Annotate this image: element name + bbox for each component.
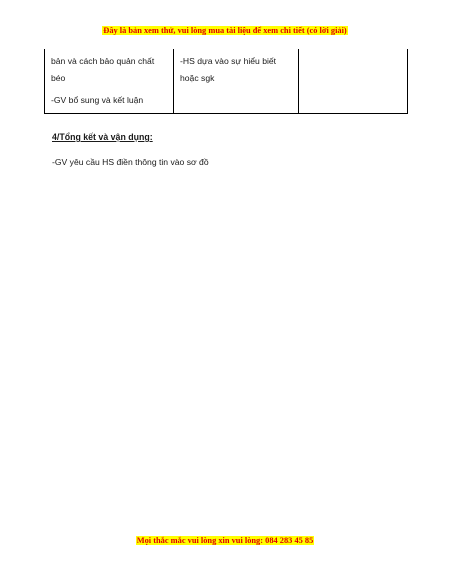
student-activity-cell	[174, 49, 299, 114]
preview-notice-banner	[0, 25, 450, 37]
empty-cell	[299, 49, 408, 114]
contact-banner	[0, 535, 450, 547]
cell-text: hoặc sgk	[180, 73, 215, 83]
cell-text: -HS dựa vào sự hiểu biết	[180, 56, 277, 66]
contact-text: Mọi thắc mắc vui lòng xin vui lòng: 084 283 45 85	[136, 536, 314, 545]
preview-notice-text: Đây là bản xem thử, vui lòng mua tài liệu để xem chi tiết (có lời giải)	[103, 26, 347, 35]
lesson-table	[44, 49, 408, 114]
cell-text: béo	[51, 73, 66, 83]
section-text: -GV yêu cầu HS điền thông tin vào sơ đồ	[52, 157, 209, 167]
section-heading: 4/Tổng kết và vận dụng:	[52, 132, 153, 142]
cell-text: -GV bổ sung và kết luận	[51, 95, 144, 105]
teacher-activity-cell	[45, 49, 174, 114]
table-row	[45, 49, 408, 114]
cell-text: bản và cách bảo quản chất	[51, 56, 155, 66]
